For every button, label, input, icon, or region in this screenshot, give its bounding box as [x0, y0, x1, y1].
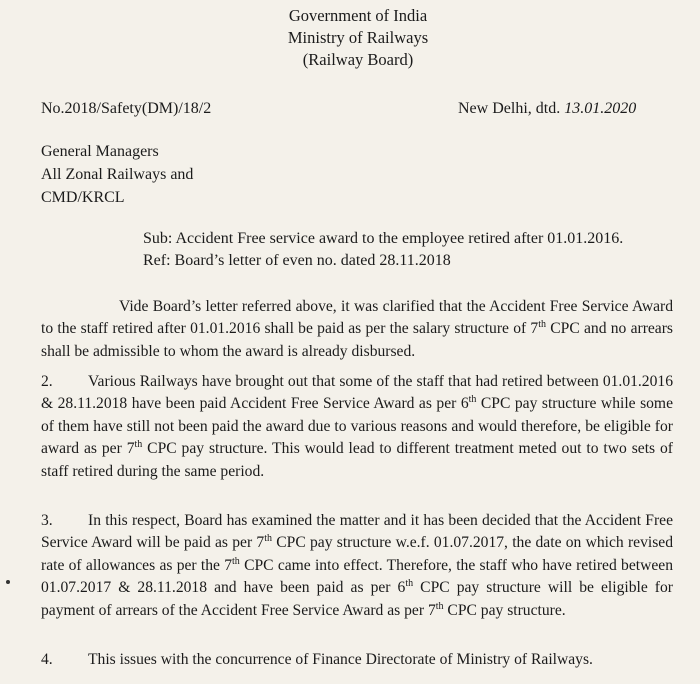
margin-dot — [6, 580, 10, 584]
reference-line: Ref: Board’s letter of even no. dated 28.11.2018 — [143, 252, 451, 269]
paragraph-1: Vide Board’s letter referred above, it was clarified that the Accident Free Service Award to the staff retired after 01.01.2016 shall be paid as per the salary structure of 7th CPC and no arrears shall be admissible to whom the award is already disbursed. — [41, 298, 673, 360]
addressee-line-1: General Managers — [41, 143, 159, 160]
paragraph-3: 3. In this respect, Board has examined the matter and it has been decided that the Accident Free Service Award will be paid as per 7th CPC pay structure w.e.f. 01.07.2017, the date on which revised rate of allowances as per the 7th CPC came into effect. Therefore, the staff who have retired between 01.07.2017 & 28.11.2018 and have been paid as per 6th CPC pay structure will be eligible for payment of arrears of the Accident Free Service Award as per 7th CPC pay structure. — [41, 512, 673, 619]
paragraph-2: 2. Various Railways have brought out that some of the staff that had retired between 01.01.2016 & 28.11.2018 have been paid Accident Free Service Award as per 6th CPC pay structure while some of them have still not been paid the award due to various reasons and would therefore, be eligible for award as per 7th CPC pay structure. This would lead to different treatment meted out to two sets of staff retired during the same period. — [41, 373, 673, 480]
paragraph-number: 3. — [41, 512, 53, 529]
paragraph-4: 4. This issues with the concurrence of Finance Directorate of Ministry of Railways. — [41, 649, 673, 671]
paragraph-number: 4. — [41, 651, 53, 668]
addressee-line-2: All Zonal Railways and — [41, 166, 194, 183]
addressee-line-3: CMD/KRCL — [41, 189, 125, 206]
paragraph-number: 2. — [41, 373, 53, 390]
date-prefix: New Delhi, dtd. — [458, 100, 561, 117]
date-value: 13.01.2020 — [564, 100, 637, 117]
letter-date — [458, 100, 636, 118]
header-government: Government of India — [288, 6, 428, 25]
subject-line: Sub: Accident Free service award to the employee retired after 01.01.2016. — [143, 230, 624, 247]
header-board: (Railway Board) — [302, 50, 414, 69]
reference-number: No.2018/Safety(DM)/18/2 — [41, 100, 212, 117]
header-ministry: Ministry of Railways — [287, 28, 429, 47]
